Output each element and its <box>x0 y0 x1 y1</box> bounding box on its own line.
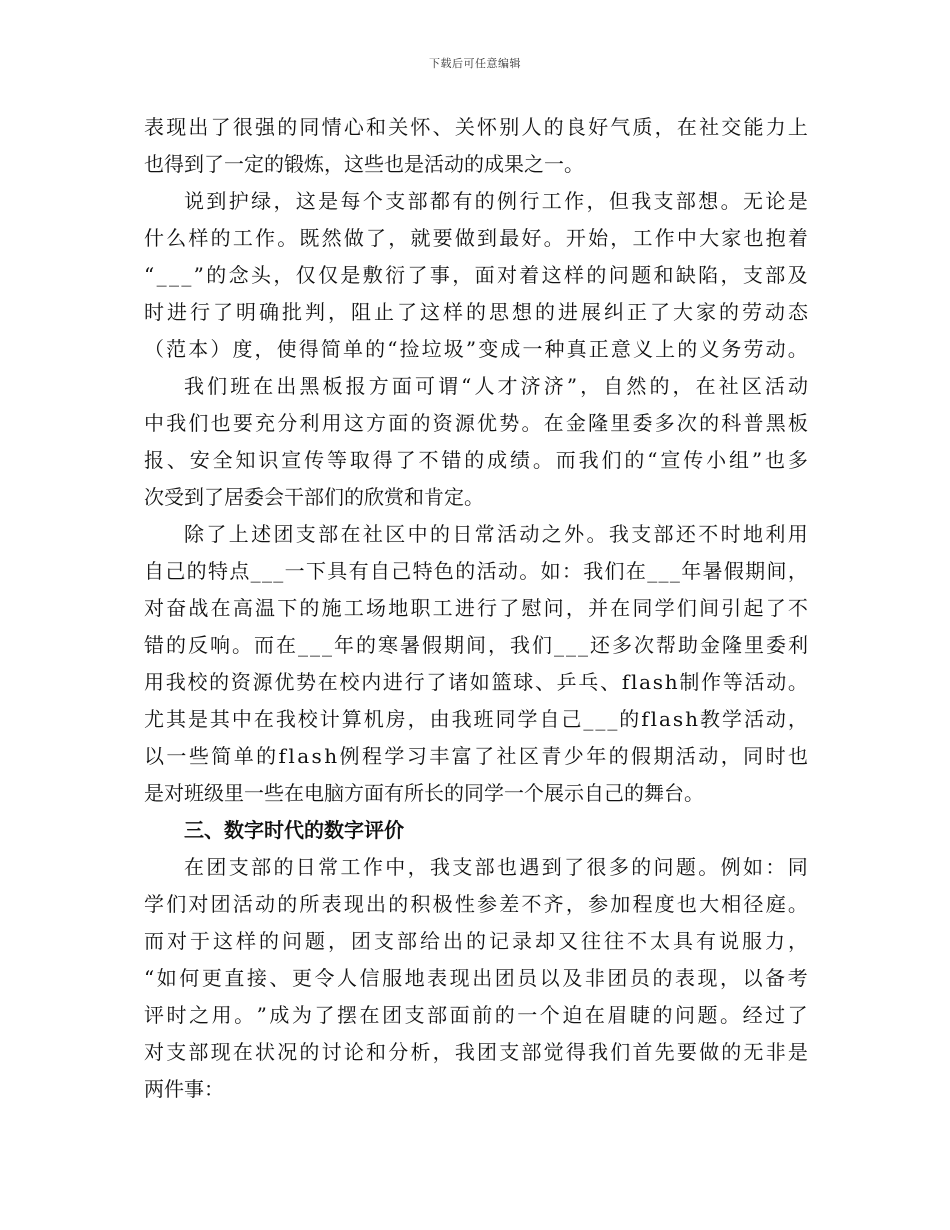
text-line: 学 们 对 团 活 动 的 所 表 现 出 的 积 极 性 参 差 不 齐 ， 参 加 程 度 也 大 相 径 庭 。 <box>144 892 808 916</box>
text-line: （ 范 本 ） 度 ， 使 得 简 单 的 “ 捡 垃 圾 ” 变 成 一 种 真 正 意 义 上 的 义 务 劳 动 。 <box>144 337 808 361</box>
text-line: 两件事： <box>144 1077 224 1101</box>
text-line: 在 团 支 部 的 日 常 工 作 中 ， 我 支 部 也 遇 到 了 很 多 的 问 题 。 例 如 ： 同 <box>184 855 808 879</box>
text-line: 对 支 部 现 在 状 况 的 讨 论 和 分 析 ， 我 团 支 部 觉 得 我 们 首 先 要 做 的 无 非 是 <box>144 1040 808 1064</box>
text-line: 表 现 出 了 很 强 的 同 情 心 和 关 怀 、 关 怀 别 人 的 良 好 气 质 ， 在 社 交 能 力 上 <box>144 115 808 139</box>
text-line: 评 时 之 用 。 ” 成 为 了 摆 在 团 支 部 面 前 的 一 个 迫 在 眉 睫 的 问 题 。 经 过 了 <box>144 1003 808 1027</box>
text-line: 中 我 们 也 要 充 分 利 用 这 方 面 的 资 源 优 势 。 在 金 隆 里 委 多 次 的 科 普 黑 板 <box>144 411 808 435</box>
text-line: 报 、 安 全 知 识 宣 传 等 取 得 了 不 错 的 成 绩 。 而 我 们 的 “ 宣 传 小 组 ” 也 多 <box>144 448 808 472</box>
text-line: 我 们 班 在 出 黑 板 报 方 面 可 谓 “ 人 才 济 济 ” ， 自 然 的 ， 在 社 区 活 动 <box>184 374 808 398</box>
text-line: 什 么 样 的 工 作 。 既 然 做 了 ， 就 要 做 到 最 好 。 开 始 ， 工 作 中 大 家 也 抱 着 <box>144 226 808 250</box>
text-line: 次受到了居委会干部们的欣赏和肯定。 <box>144 485 484 509</box>
text-line: 时 进 行 了 明 确 批 判 ， 阻 止 了 这 样 的 思 想 的 进 展 纠 正 了 大 家 的 劳 动 态 <box>144 300 808 324</box>
text-line: 也得到了一定的锻炼，这些也是活动的成果之一。 <box>144 152 584 176</box>
text-line: 除 了 上 述 团 支 部 在 社 区 中 的 日 常 活 动 之 外 。 我 支 部 还 不 时 地 利 用 <box>184 522 808 546</box>
text-line: 用 我 校 的 资 源 优 势 在 校 内 进 行 了 诸 如 篮 球 、 乒 乓 、 f l a s h 制 作 等 活 动 。 <box>144 670 808 694</box>
text-line: 对 奋 战 在 高 温 下 的 施 工 场 地 职 工 进 行 了 慰 问 ， 并 在 同 学 们 间 引 起 了 不 <box>144 596 808 620</box>
text-line: 以 一 些 简 单 的 f l a s h 例 程 学 习 丰 富 了 社 区 青 少 年 的 假 期 活 动 ， 同 时 也 <box>144 744 808 768</box>
text-line: “ _ _ _ ” 的 念 头 ， 仅 仅 是 敷 衍 了 事 ， 面 对 着 这 样 的 问 题 和 缺 陷 ， 支 部 及 <box>144 263 808 287</box>
document-body <box>144 109 808 1108</box>
text-line: 说 到 护 绿 ， 这 是 每 个 支 部 都 有 的 例 行 工 作 ， 但 我 支 部 想 。 无 论 是 <box>184 189 808 213</box>
page-header: 下载后可任意编辑 <box>429 57 521 70</box>
text-line: 尤 其 是 其 中 在 我 校 计 算 机 房 ， 由 我 班 同 学 自 己 _ _ _ 的 f l a s h 教 学 活 动 ， <box>144 707 808 731</box>
text-line: 错 的 反 响 。 而 在 _ _ _ 年 的 寒 暑 假 期 间 ， 我 们 _ _ _ 还 多 次 帮 助 金 隆 里 委 利 <box>144 633 808 657</box>
section-heading: 三、数字时代的数字评价 <box>184 818 404 842</box>
text-line: 是对班级里一些在电脑方面有所长的同学一个展示自己的舞台。 <box>144 781 704 805</box>
text-line: 而 对 于 这 样 的 问 题 ， 团 支 部 给 出 的 记 录 却 又 往 往 不 太 具 有 说 服 力 ， <box>144 929 808 953</box>
text-line: “ 如 何 更 直 接 、 更 令 人 信 服 地 表 现 出 团 员 以 及 非 团 员 的 表 现 ， 以 备 考 <box>144 966 808 990</box>
text-line: 自 己 的 特 点 _ _ _ 一 下 具 有 自 己 特 色 的 活 动 。 如 ： 我 们 在 _ _ _ 年 暑 假 期 间 ， <box>144 559 808 583</box>
